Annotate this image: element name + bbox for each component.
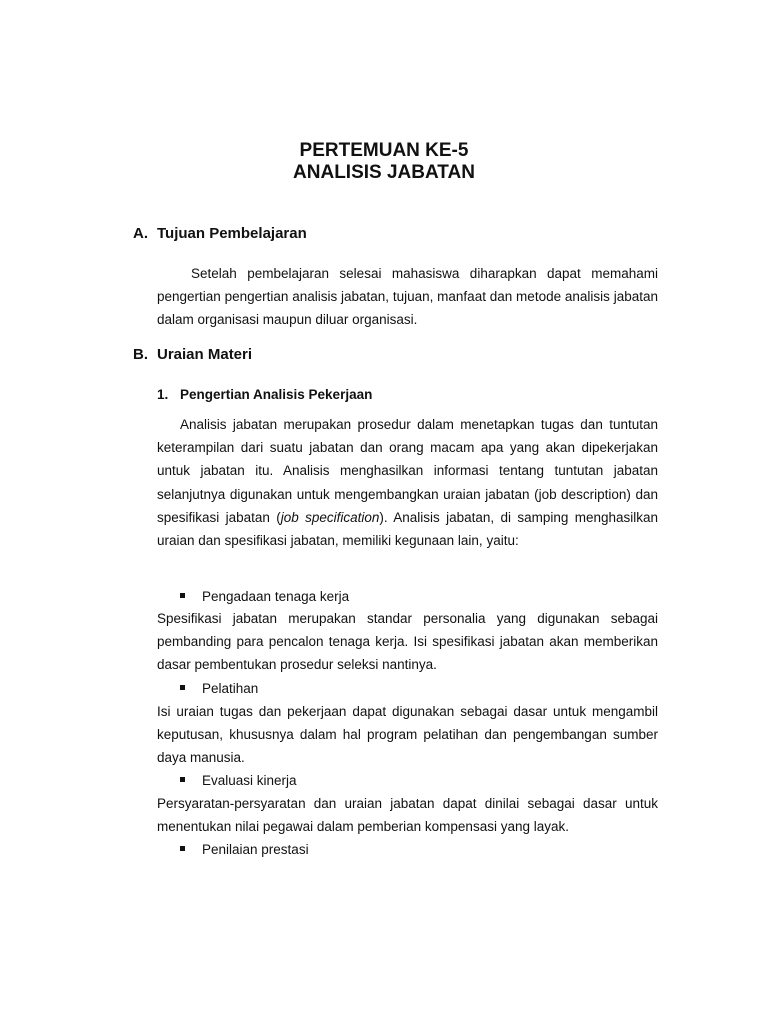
subsection-title: Pengertian Analisis Pekerjaan bbox=[180, 387, 373, 402]
bullet-description: Isi uraian tugas dan pekerjaan dapat digunakan sebagai dasar untuk mengambil keputusan, khususnya dalam hal program pelatihan dan pengembangan sumber daya manusia. bbox=[157, 704, 658, 766]
section-title: Uraian Materi bbox=[157, 346, 253, 363]
square-bullet-icon bbox=[180, 846, 185, 851]
document-title-line-2: ANALISIS JABATAN bbox=[293, 162, 475, 183]
section-title: Tujuan Pembelajaran bbox=[157, 225, 307, 242]
bullet-item bbox=[180, 771, 297, 791]
bullet-item bbox=[180, 840, 309, 860]
bullet-label: Evaluasi kinerja bbox=[202, 773, 297, 788]
bullet-label: Pelatihan bbox=[202, 681, 259, 696]
section-heading-b bbox=[133, 346, 252, 363]
intro-text-italic: job specification bbox=[280, 509, 380, 525]
bullet-label: Penilaian prestasi bbox=[202, 842, 309, 857]
subsection-number: 1. bbox=[157, 387, 169, 402]
bullet-item bbox=[180, 679, 258, 699]
subsection-heading-1 bbox=[157, 387, 372, 402]
section-letter: A. bbox=[133, 225, 148, 242]
square-bullet-icon bbox=[180, 593, 185, 598]
bullet-label: Pengadaan tenaga kerja bbox=[202, 589, 350, 604]
bullet-description: Spesifikasi jabatan merupakan standar personalia yang digunakan sebagai pembanding para pencalon tenaga kerja. Isi spesifikasi jabatan akan memberikan dasar pembentukan prosedur seleksi nantinya. bbox=[157, 611, 658, 673]
section-a-paragraph bbox=[157, 262, 658, 332]
bullet-item bbox=[180, 587, 349, 607]
intro-paragraph bbox=[157, 413, 658, 552]
section-letter: B. bbox=[133, 346, 148, 363]
intro-text-start: Analisis jabatan merupakan prosedur dalam menetapkan tugas dan tuntutan keterampilan dari suatu jabatan dan orang macam apa yang akan dipekerjakan untuk jabatan itu. Analisis menghasilkan informasi tentang tuntutan jabatan selanjutnya digunakan untuk mengembangkan uraian jabatan (job description) dan spesifikasi jabatan ( bbox=[157, 417, 658, 525]
square-bullet-icon bbox=[180, 777, 185, 782]
document-title-line-1: PERTEMUAN KE-5 bbox=[299, 140, 469, 161]
intro-text-end: ). Analisis jabatan, di samping menghasilkan uraian dan spesifikasi jabatan, memiliki kegunaan lain, yaitu: bbox=[157, 509, 659, 549]
bullet-description: Persyaratan-persyaratan dan uraian jabatan dapat dinilai sebagai dasar untuk menentukan nilai pegawai dalam pemberian kompensasi yang layak. bbox=[157, 796, 658, 835]
paragraph-text: Setelah pembelajaran selesai mahasiswa diharapkan dapat memahami pengertian pengertian analisis jabatan, tujuan, manfaat dan metode analisis jabatan dalam organisasi maupun diluar organisasi. bbox=[157, 266, 658, 328]
section-heading-a bbox=[133, 225, 307, 242]
square-bullet-icon bbox=[180, 685, 185, 690]
